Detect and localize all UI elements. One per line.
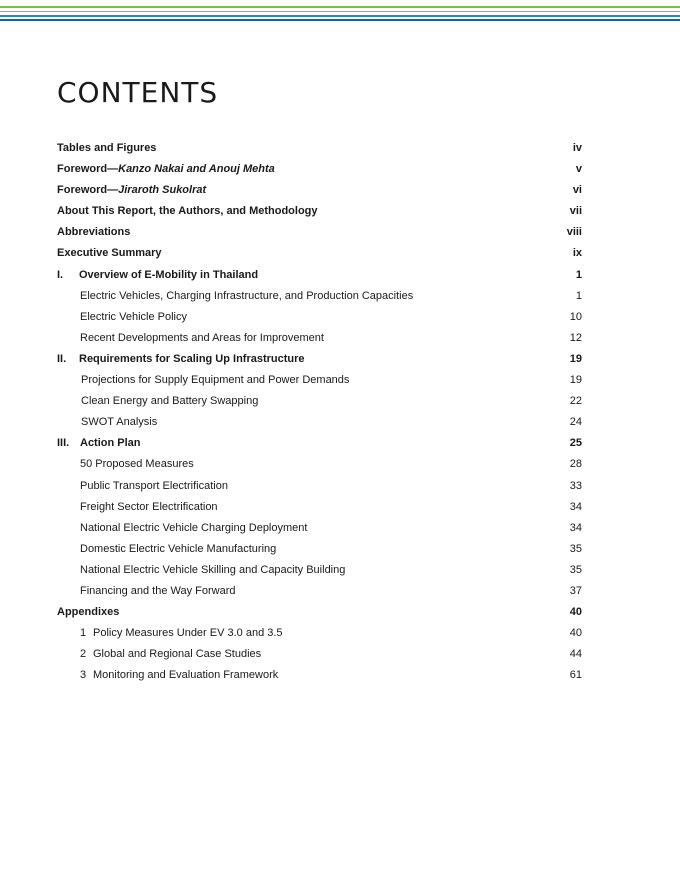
toc-entry-page: 24	[569, 416, 582, 429]
toc-appendix-entry[interactable]	[57, 665, 582, 686]
toc-entry-foreword-2[interactable]	[57, 180, 582, 201]
toc-entry-abbreviations[interactable]	[57, 222, 582, 243]
toc-entry-page: 19	[569, 352, 582, 365]
header-rule-teal	[0, 15, 680, 17]
toc-section-2[interactable]	[57, 349, 582, 370]
toc-entry-page: 1	[575, 289, 582, 302]
appendix-number: 2	[80, 648, 87, 661]
toc-subentry[interactable]	[57, 286, 582, 307]
toc-subentry[interactable]	[57, 560, 582, 581]
toc-entry-label: SWOT Analysis	[81, 416, 158, 429]
toc-entry-label: Global and Regional Case Studies	[93, 648, 262, 661]
toc-subentry[interactable]	[57, 497, 582, 518]
toc-entry-label: Recent Developments and Areas for Improvement	[80, 331, 324, 344]
toc-entry-page: 34	[569, 500, 582, 513]
toc-entry-page: 40	[569, 627, 582, 640]
toc-entry-page: 37	[569, 584, 582, 597]
toc-entry-page: 12	[569, 331, 582, 344]
appendix-number: 3	[80, 669, 87, 682]
header-rule-green-thin	[0, 11, 680, 12]
toc-entry-label: Executive Summary	[57, 247, 162, 260]
toc-entry-page: 34	[569, 521, 582, 534]
toc-entry-label: Public Transport Electrification	[80, 479, 228, 492]
toc-entry-page: 33	[569, 479, 582, 492]
toc-section-1[interactable]	[57, 265, 582, 286]
toc-entry-label: Foreword—Jiraroth Sukolrat	[57, 184, 207, 197]
toc-entry-page: 25	[569, 437, 582, 450]
toc-entry-page: ix	[572, 247, 582, 260]
toc-entry-page: 61	[569, 669, 582, 682]
header-rule-blue	[0, 19, 680, 21]
toc-entry-executive-summary[interactable]	[57, 243, 582, 264]
toc-entry-label: 50 Proposed Measures	[80, 458, 194, 471]
toc-subentry[interactable]	[57, 391, 582, 412]
header-rule-green	[0, 6, 680, 8]
appendix-number: 1	[80, 627, 87, 640]
toc-entry-label: National Electric Vehicle Skilling and Capacity Building	[80, 563, 346, 576]
toc-entry-label: Requirements for Scaling Up Infrastructure	[79, 352, 305, 365]
section-number: III.	[57, 437, 70, 450]
toc-entry-label: Electric Vehicles, Charging Infrastructure, and Production Capacities	[80, 289, 414, 302]
toc-entry-page: vii	[569, 205, 582, 218]
toc-entry-page: 22	[569, 395, 582, 408]
toc-subentry[interactable]	[57, 307, 582, 328]
toc-entry-label: Freight Sector Electrification	[80, 500, 218, 513]
foreword-authors: Jiraroth Sukolrat	[118, 184, 207, 197]
toc-entry-appendixes[interactable]	[57, 602, 582, 623]
toc-entry-about[interactable]	[57, 201, 582, 222]
toc-subentry[interactable]	[57, 581, 582, 602]
toc-entry-label: National Electric Vehicle Charging Deployment	[80, 521, 308, 534]
toc-entry-tables-figures[interactable]	[57, 138, 582, 159]
toc-subentry[interactable]	[57, 539, 582, 560]
toc-entry-page: 35	[569, 563, 582, 576]
toc-entry-label: Clean Energy and Battery Swapping	[81, 395, 259, 408]
toc-entry-page: viii	[566, 226, 582, 239]
toc-subentry[interactable]	[57, 412, 582, 433]
toc-entry-page: 35	[569, 542, 582, 555]
toc-entry-label: Abbreviations	[57, 226, 131, 239]
table-of-contents	[57, 138, 582, 686]
page-title: CONTENTS	[57, 76, 219, 109]
foreword-authors: Kanzo Nakai and Anouj Mehta	[118, 163, 275, 176]
section-number: I.	[57, 268, 64, 281]
toc-subentry[interactable]	[57, 370, 582, 391]
toc-entry-label: Appendixes	[57, 606, 120, 619]
toc-entry-label: About This Report, the Authors, and Methodology	[57, 205, 318, 218]
toc-entry-page: vi	[572, 184, 582, 197]
toc-entry-foreword-1[interactable]	[57, 159, 582, 180]
toc-entry-label: Domestic Electric Vehicle Manufacturing	[80, 542, 277, 555]
toc-entry-label: Electric Vehicle Policy	[80, 310, 187, 323]
toc-entry-label: Policy Measures Under EV 3.0 and 3.5	[93, 627, 283, 640]
toc-entry-page: iv	[572, 142, 582, 154]
toc-subentry[interactable]	[57, 328, 582, 349]
toc-entry-page: v	[575, 163, 582, 176]
toc-entry-label: Tables and Figures	[57, 142, 157, 154]
toc-entry-label: Overview of E-Mobility in Thailand	[79, 268, 259, 281]
toc-entry-label: Action Plan	[80, 437, 141, 450]
toc-appendix-entry[interactable]	[57, 623, 582, 644]
toc-entry-page: 10	[569, 310, 582, 323]
toc-appendix-entry[interactable]	[57, 644, 582, 665]
toc-entry-page: 19	[569, 374, 582, 387]
toc-subentry[interactable]	[57, 476, 582, 497]
toc-entry-label: Monitoring and Evaluation Framework	[93, 669, 279, 682]
toc-entry-label: Financing and the Way Forward	[80, 584, 236, 597]
toc-entry-page: 1	[575, 268, 582, 281]
toc-subentry[interactable]	[57, 518, 582, 539]
section-number: II.	[57, 352, 67, 365]
toc-section-3[interactable]	[57, 433, 582, 454]
toc-entry-label: Foreword—Kanzo Nakai and Anouj Mehta	[57, 163, 275, 176]
toc-entry-page: 40	[569, 606, 582, 619]
toc-entry-page: 44	[569, 648, 582, 661]
toc-subentry[interactable]	[57, 454, 582, 475]
toc-entry-label: Projections for Supply Equipment and Power Demands	[81, 374, 350, 387]
toc-entry-page: 28	[569, 458, 582, 471]
